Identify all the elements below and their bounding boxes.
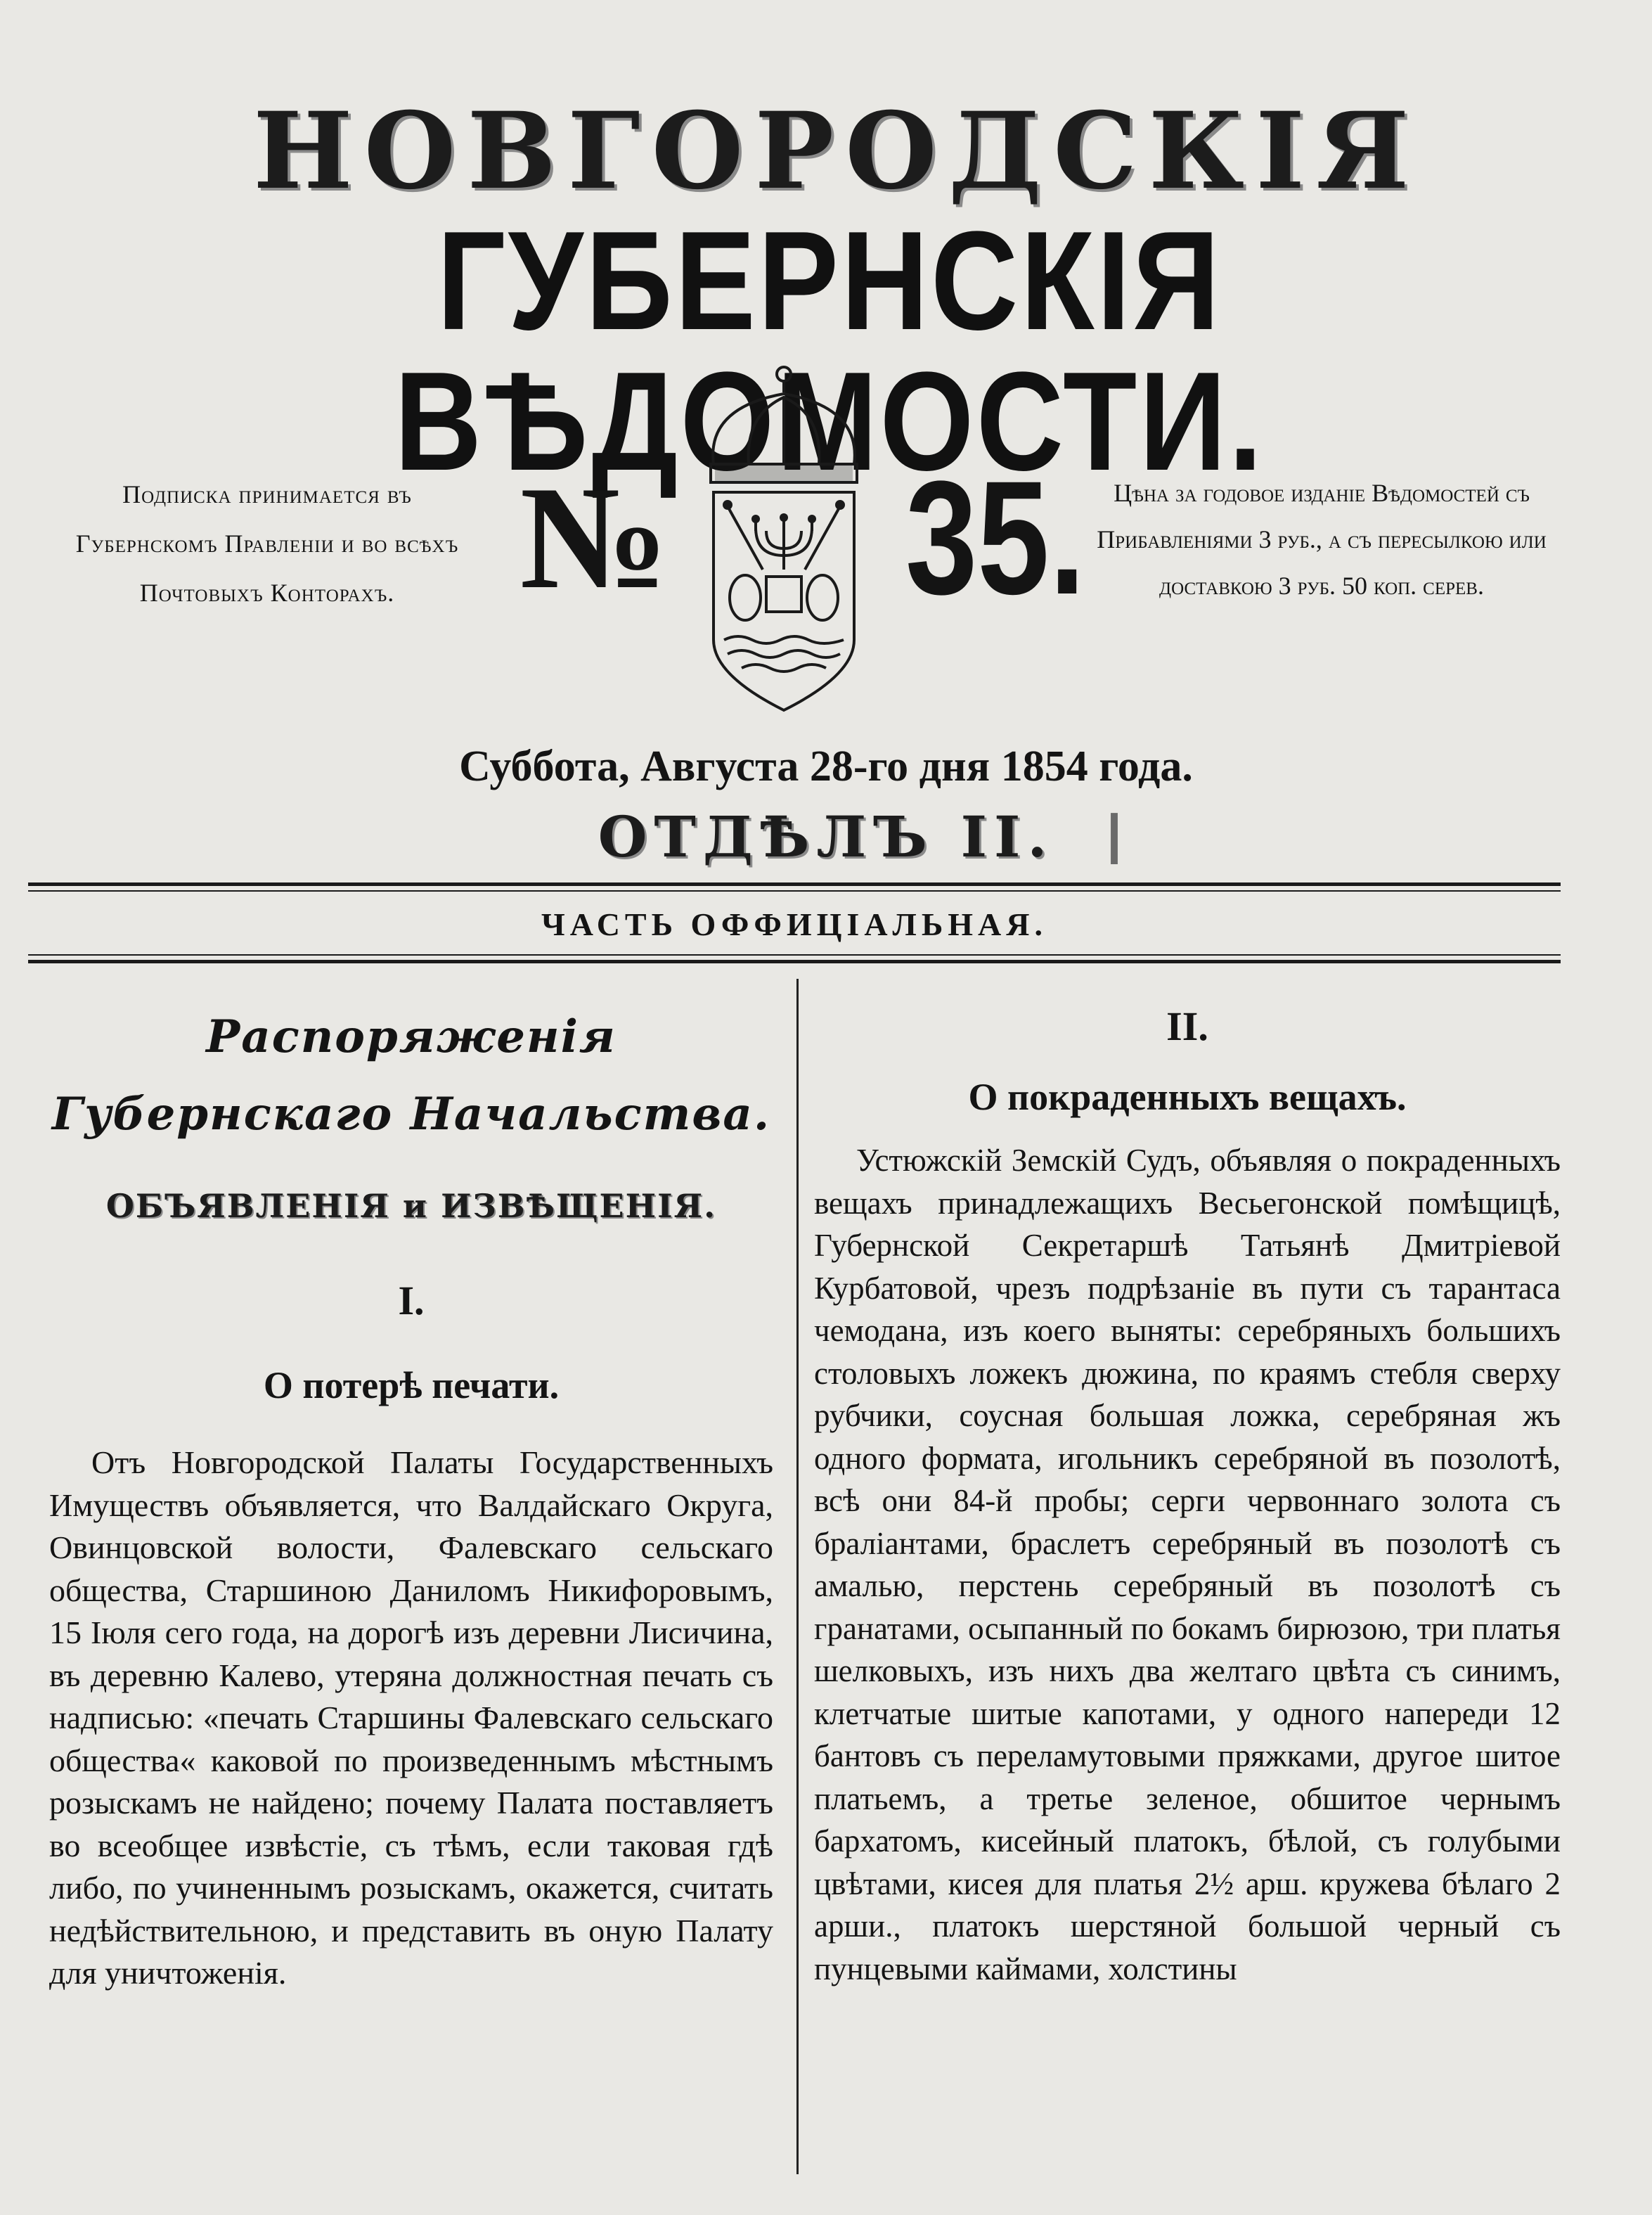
coat-of-arms-emblem (685, 359, 882, 724)
price-notice: Цѣна за годовое изданіе Вѣдомостей съ Прибавленіями 3 руб., а съ пересылкою или доставкою 3 руб. 50 коп. серев. (1097, 479, 1547, 600)
right-column (814, 999, 1561, 2022)
masthead-title-line2: ГУБЕРНСКІЯ ВѢДОМОСТИ. (394, 203, 1265, 500)
subscription-notice: Подписка принимается въ Губернскомъ Правленіи и во всѣхъ Почтовыхъ Конторахъ. (75, 480, 459, 607)
article-numeral: II. (1166, 1003, 1208, 1049)
article-body: Устюжскій Земскій Судъ, объявляя о покраденныхъ вещахъ принадлежащихъ Весьегонской помѣщицѣ, Губернской Секретаршѣ Татьянѣ Дмитріевой Курбатовой, чрезъ подрѣзаніе въ пути съ тарантаса чемодана, изъ коего выняты: серебряныхъ большихъ столовыхъ ложекъ дюжина, по краямъ стебля сверху рубчики, соусная большая ложка, серебряная жъ одного формата, игольникъ серебряной въ позолотѣ, всѣ они 84-й пробы; серги червоннаго золота съ браліантами, браслетъ серебряный въ позолотѣ съ амалью, перстень серебряный въ позолотѣ съ гранатами, осыпанный по бокамъ бирюзою, три платья шелковыхъ, изъ нихъ два желтаго цвѣта съ синимъ, клетчатые шитые капотами, у одного напереди 12 бантовъ съ переламутовыми пряжками, другое шитое платьемъ, а третье зеленое, обшитое чернымъ бархатомъ, кисейный платокъ, бѣлой, съ голубыми цвѣтами, кисея для платья 2½ арш. кружева бѣлаго 2 арши., платокъ шерстяной большой черный съ пунцевыми каймами, холстины (814, 1143, 1561, 1986)
issue-date: Суббота, Августа 28-го дня 1854 года. (459, 743, 1193, 790)
handwritten-mark: I (1104, 799, 1125, 881)
left-section-heading: Распоряженія Губернскаго Начальства. (51, 1010, 771, 1141)
article-numeral: I. (398, 1278, 425, 1323)
article-title: О потерѣ печати. (263, 1364, 560, 1406)
left-column (49, 999, 773, 2027)
top-rule-thin (28, 890, 1561, 892)
bottom-rule-thick (28, 960, 1561, 963)
masthead-title-line1: НОВГОРОДСКІЯ (253, 89, 1421, 213)
column-divider (796, 979, 799, 2174)
issue-number-sign: № (520, 456, 669, 619)
section-heading: ОТДѢЛЪ II. (598, 804, 1054, 870)
article-title: О покраденныхъ вещахъ. (968, 1076, 1407, 1118)
part-title: ЧАСТЬ ОФФИЦІАЛЬНАЯ. (541, 906, 1047, 942)
top-rule-thick (28, 882, 1561, 886)
announcements-heading: ОБЪЯВЛЕНІЯ и ИЗВѢЩЕНІЯ. (105, 1187, 717, 1225)
issue-number: 35. (905, 447, 1085, 628)
article-body: Отъ Новгородской Палаты Государственныхъ Имуществъ объявляется, что Валдайскаго Округа, Овинцовской волости, Фалевскаго сельскаго общества, Старшиною Даниломъ Никифоровымъ, 15 Іюля сего года, на дорогѣ изъ деревни Лисичина, въ деревню Калево, утеряна должностная печать съ надписью: «печать Старшины Фалевскаго сельскаго общества« каковой по произведеннымъ мѣстнымъ розыскамъ не найдено; почему Палата поставляетъ во всеобщее извѣстіе, съ тѣмъ, если таковая гдѣ либо, по учиненнымъ розыскамъ, окажется, считать недѣйствительною, и представить въ оную Палату для уничтоженія. (49, 1444, 773, 1991)
bottom-rule-thin (28, 954, 1561, 956)
